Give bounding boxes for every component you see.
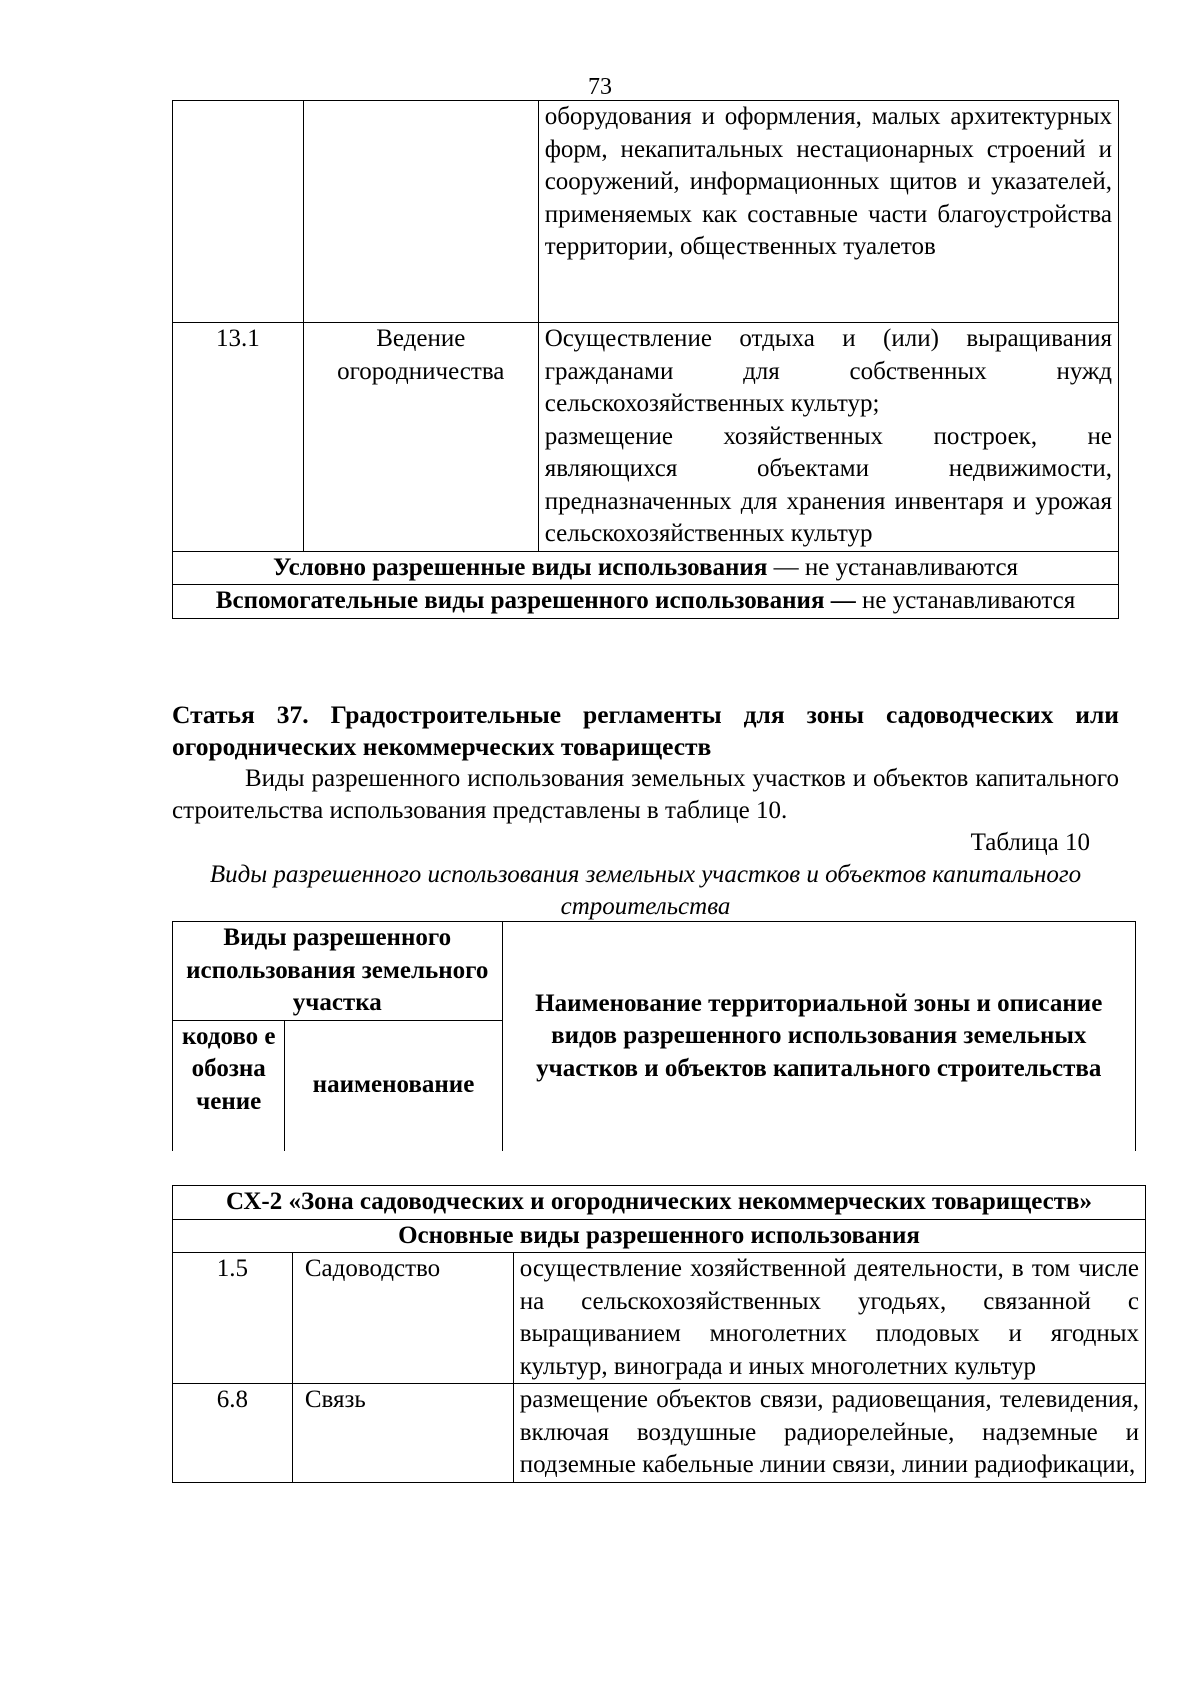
zone-title: СХ-2 «Зона садоводческих и огороднических некоммерческих товариществ» (225, 1188, 1093, 1215)
code-cell: 1.5 (173, 1253, 293, 1384)
name-header-text: наименование (312, 1071, 475, 1099)
description-cell (538, 323, 1118, 552)
table-row (173, 101, 1119, 323)
name-header (285, 1020, 502, 1151)
name-cell: Связь (292, 1384, 513, 1483)
group-header-text: Виды разрешенного использования земельного участка (186, 924, 489, 1016)
article-heading: Статья 37. Градостроительные регламенты для зоны садоводческих или огороднических некоммерческих товариществ (172, 700, 1119, 761)
description-header-text: Наименование территориальной зоны и описание видов разрешенного использования земельных участков и объектов капитального строительства (535, 989, 1103, 1082)
code-header (173, 1020, 285, 1151)
group-header (173, 922, 503, 1021)
description-cell (538, 101, 1118, 323)
conditional-uses-label: Условно разрешенные виды использования (272, 553, 768, 581)
zone-title-row (173, 1186, 1146, 1220)
code-cell: 6.8 (173, 1384, 293, 1483)
code-cell: 13.1 (173, 323, 304, 552)
code-header-text: кодово е обозна чение (181, 1022, 276, 1115)
auxiliary-uses-row (173, 585, 1119, 619)
name-cell (303, 101, 538, 323)
land-use-table-cx2 (172, 1185, 1146, 1483)
section-title-row (173, 1219, 1146, 1253)
section-title: Основные виды разрешенного использования (398, 1221, 920, 1249)
article-paragraph: Виды разрешенного использования земельных участков и объектов капитального строительства использования представлены в таблице 10. (172, 765, 1119, 824)
description-cell: размещение объектов связи, радиовещания, телевидения, включая воздушные радиорелейные, надземные и подземные кабельные линии связи, линии радиофикации, (513, 1384, 1145, 1483)
auxiliary-uses-label: Вспомогательные виды разрешенного использования — (215, 587, 856, 614)
description-text: Осуществление отдыха и (или) выращивания гражданами для собственных нужд сельскохозяйственных культур; (544, 325, 1112, 417)
conditional-uses-status: — не устанавливаются (767, 553, 1019, 581)
description-cell: осуществление хозяйственной деятельности, в том числе на сельскохозяйственных угодьях, связанной с выращиванием многолетних плодовых и ягодных культур, винограда и иных многолетних культур (513, 1253, 1145, 1384)
description-text: размещение хозяйственных построек, не являющихся объектами недвижимости, предназначенных для хранения инвентаря и урожая сельскохозяйственных культур (544, 422, 1112, 547)
conditional-uses-row (173, 551, 1119, 585)
page-number: 73 (588, 74, 612, 100)
table-caption: Виды разрешенного использования земельных участков и объектов капитального строительства (209, 861, 1082, 920)
description-header (502, 922, 1136, 1151)
code-cell (173, 101, 304, 323)
name-cell: Ведение огородничества (303, 323, 538, 552)
table-row (173, 1253, 1146, 1384)
land-use-table-continued (172, 100, 1119, 619)
table-row (173, 1384, 1146, 1483)
auxiliary-uses-status: не устанавливаются (855, 587, 1076, 614)
table-label: Таблица 10 (970, 829, 1090, 856)
description-text: оборудования и оформления, малых архитектурных форм, некапитальных нестационарных строений и сооружений, информационных щитов и указателей, применяемых как составные части благоустройства территории, общественных туалетов (544, 103, 1112, 260)
table-row (173, 323, 1119, 552)
table-header (172, 921, 1136, 1151)
name-cell: Садоводство (292, 1253, 513, 1384)
